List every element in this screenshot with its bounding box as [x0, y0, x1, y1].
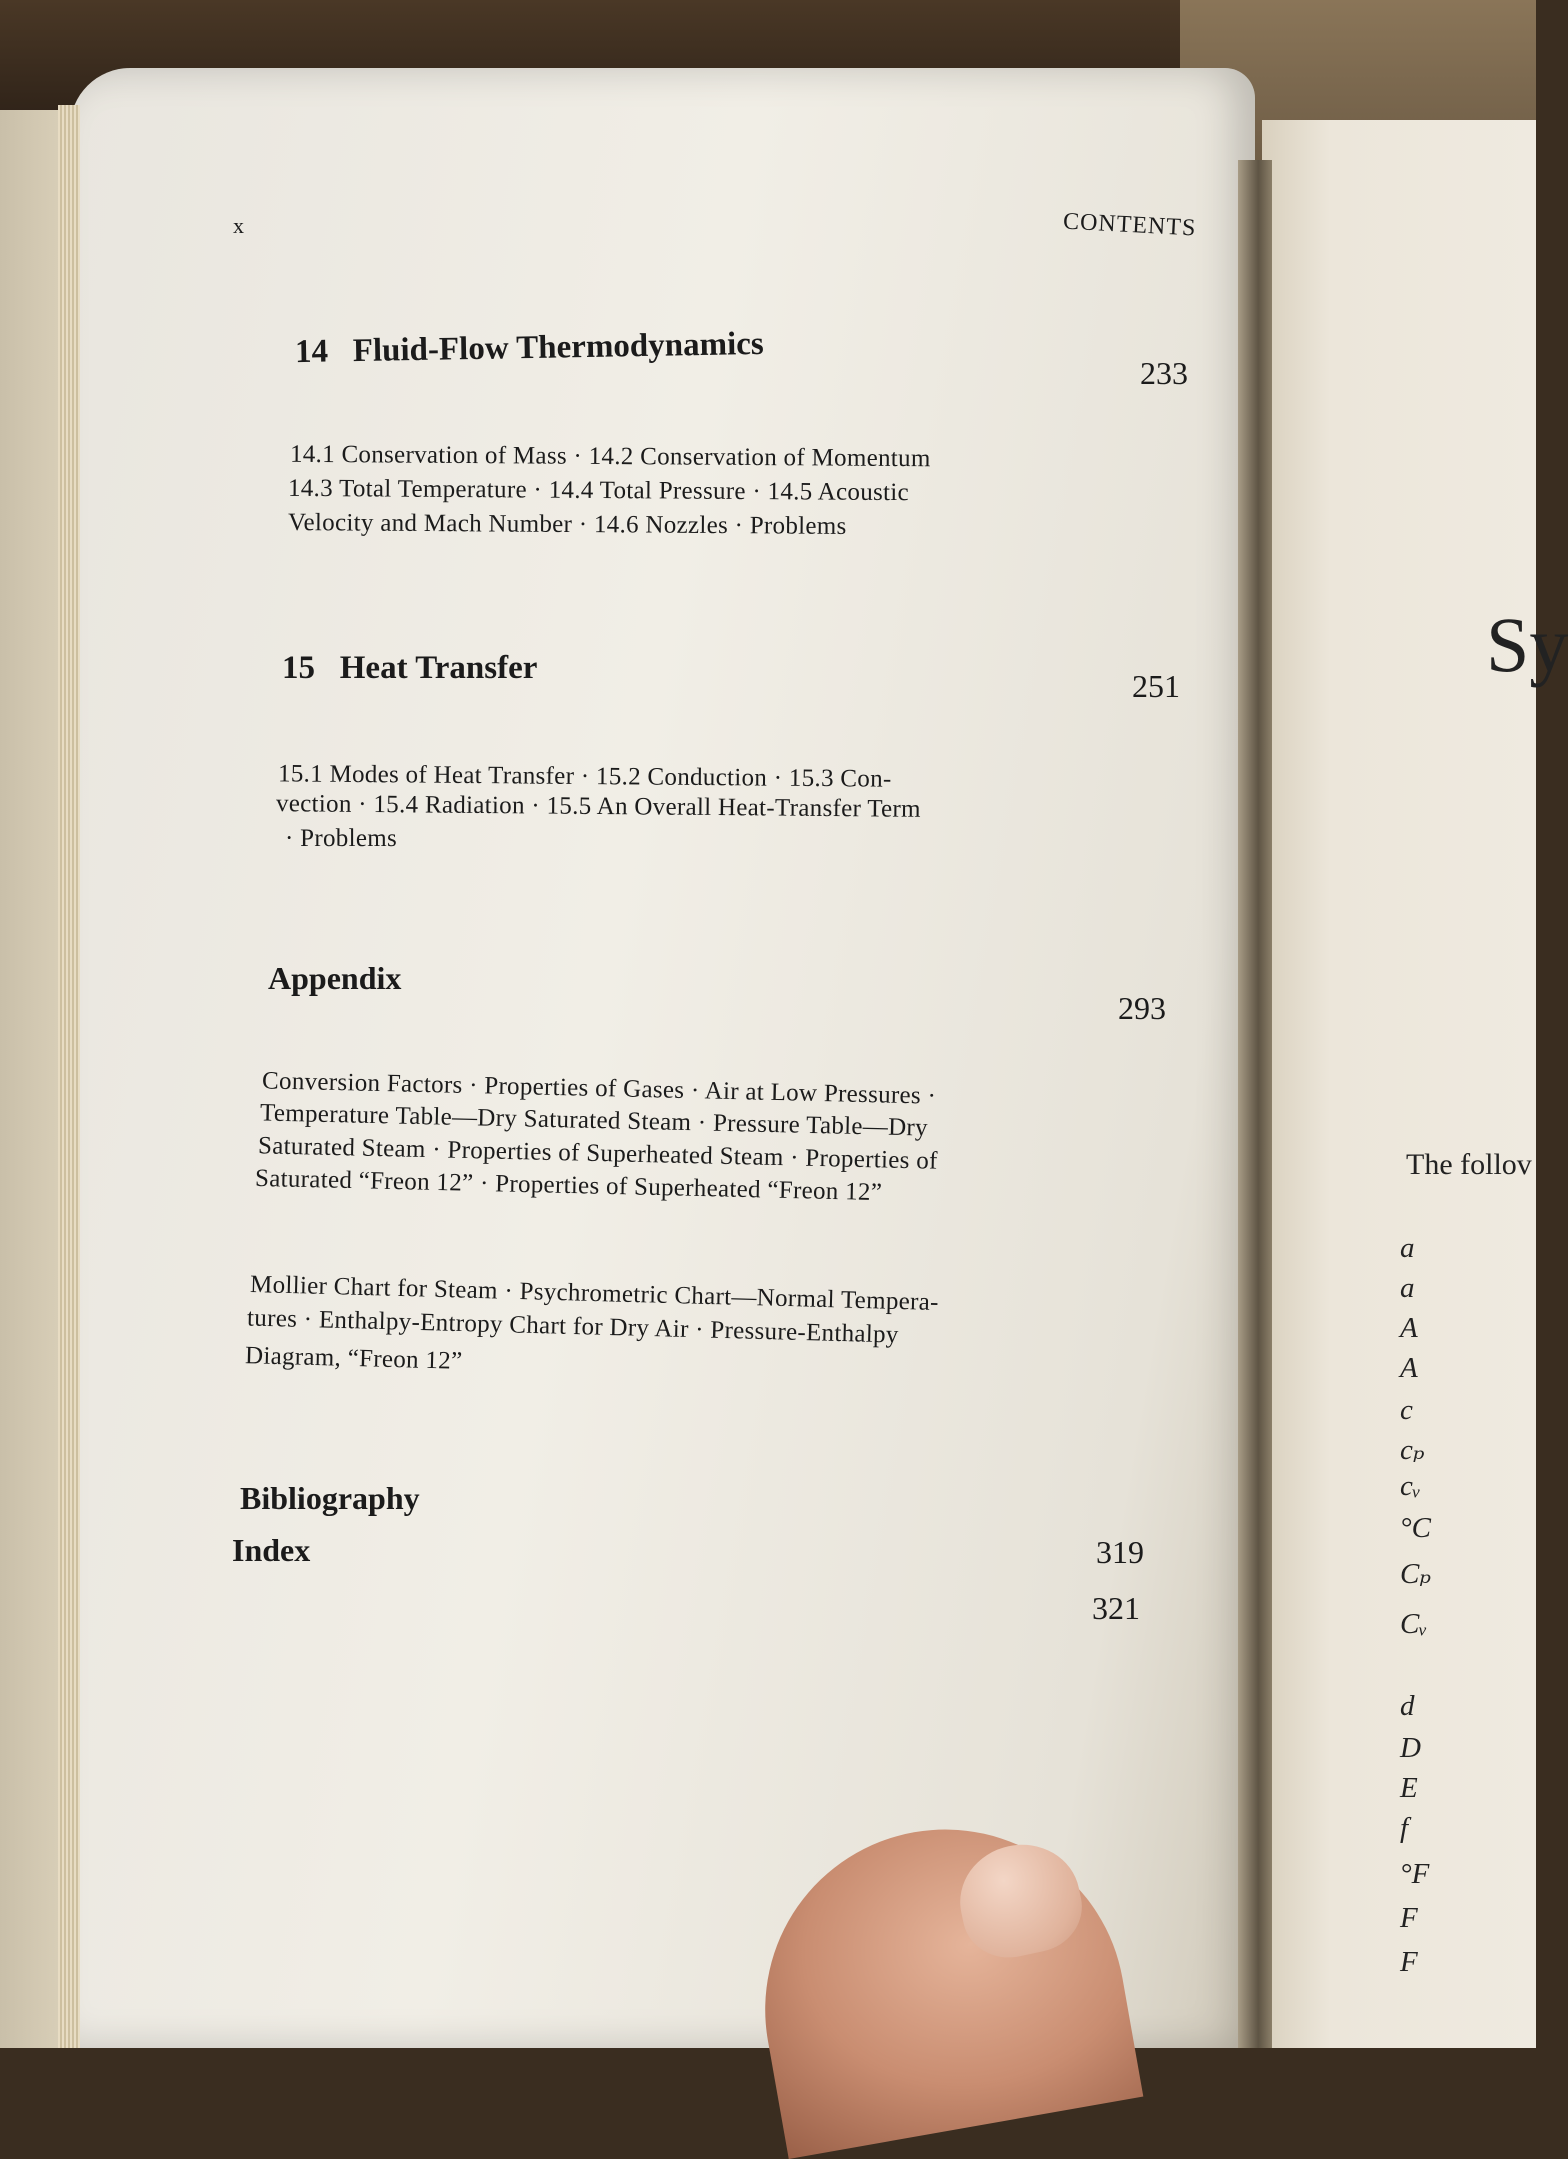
symbol-item: F [1400, 1902, 1418, 1934]
index-page-number: 321 [1092, 1590, 1140, 1626]
symbol-item: Cₚ [1400, 1558, 1431, 1590]
symbol-item: °C [1400, 1512, 1431, 1544]
running-head: CONTENTS [1062, 208, 1197, 242]
symbol-item: cᵥ [1400, 1470, 1421, 1502]
contents-entry-line: vection · 15.4 Radiation · 15.5 An Overall Heat-Transfer Term [275, 790, 921, 823]
chapter-title: Fluid-Flow Thermodynamics [352, 325, 765, 370]
symbol-item: A [1400, 1312, 1418, 1344]
facing-page-heading: Sy [1486, 601, 1568, 688]
bibliography-title: Bibliography [240, 1480, 420, 1516]
symbol-item: cₚ [1400, 1434, 1425, 1466]
appendix-entry-line: Conversion Factors · Properties of Gases · Air at Low Pressures · [261, 1067, 937, 1110]
contents-entry-line: Velocity and Mach Number · 14.6 Nozzles · Problems [287, 509, 847, 540]
facing-page-intro: The follov [1406, 1148, 1532, 1181]
contents-entry-line: · Problems [285, 825, 398, 852]
page-edges [58, 105, 80, 2048]
symbol-item: °F [1400, 1858, 1430, 1890]
appendix-title: Appendix [268, 960, 402, 996]
appendix-entry-line: Saturated Steam · Properties of Superheated Steam · Properties of [257, 1132, 938, 1175]
appendix-entry-line: Diagram, “Freon 12” [244, 1342, 463, 1375]
appendix-entry-line: Temperature Table—Dry Saturated Steam · Pressure Table—Dry [259, 1099, 929, 1142]
appendix-page-number: 293 [1118, 990, 1166, 1026]
symbol-item: Cᵥ [1400, 1608, 1428, 1640]
appendix-entry-line: tures · Enthalpy-Entropy Chart for Dry Air · Pressure-Enthalpy [246, 1304, 900, 1349]
chapter-number: 15 [282, 650, 315, 686]
symbol-item: a [1400, 1232, 1415, 1264]
facing-page [1262, 120, 1536, 2048]
symbol-item: A [1400, 1352, 1418, 1384]
book-gutter [1238, 160, 1272, 2048]
contents-page [70, 68, 1255, 2048]
symbol-item: E [1400, 1772, 1418, 1804]
chapter-page-number: 233 [1140, 355, 1188, 391]
symbol-item: f [1400, 1812, 1409, 1844]
page-folio: x [233, 213, 244, 238]
contents-entry-line: 14.1 Conservation of Mass · 14.2 Conservation of Momentum [289, 440, 931, 473]
contents-entry-line: 14.3 Total Temperature · 14.4 Total Pressure · 14.5 Acoustic [287, 474, 910, 507]
symbol-item: d [1400, 1690, 1415, 1722]
symbol-item: c [1400, 1394, 1413, 1426]
index-title: Index [232, 1532, 311, 1568]
symbol-item: F [1400, 1946, 1418, 1978]
appendix-entry-line: Mollier Chart for Steam · Psychrometric Chart—Normal Tempera- [249, 1270, 940, 1317]
chapter-number: 14 [294, 333, 329, 371]
bibliography-page-number: 319 [1096, 1534, 1144, 1570]
contents-entry-line: 15.1 Modes of Heat Transfer · 15.2 Conduction · 15.3 Con- [277, 760, 892, 793]
symbol-item: D [1400, 1732, 1421, 1764]
appendix-entry-line: Saturated “Freon 12” · Properties of Superheated “Freon 12” [254, 1164, 883, 1207]
chapter-title: Heat Transfer [339, 650, 538, 686]
chapter-page-number: 251 [1132, 668, 1180, 704]
symbol-item: a [1400, 1272, 1415, 1304]
